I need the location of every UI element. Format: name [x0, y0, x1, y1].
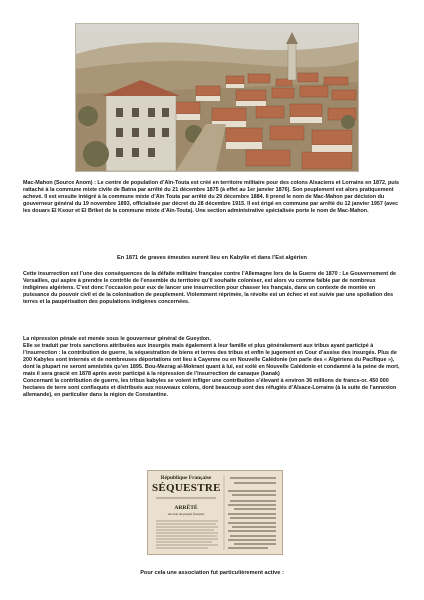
repression-line-3: Concernant la contribution de guerre, les tribus kabyles se voient infliger une contribution s’élevant à environ 36 millions de francs-or. 450 000 hectares de terre sont confisqués et distribués aux nouveaux colons, dont beaucoup sont des réfugiés d’Alsace-Lorraine (à la suite de l’annexion allemande), en particulier dans la région de Constantine.	[23, 378, 397, 399]
town-photo-image	[76, 24, 358, 171]
document-subtitle: Au nom du peuple français	[167, 512, 205, 516]
section-heading-1871: En 1871 de graves émeutes eurent lieu en Kabylie et dans l’Est algérien	[117, 255, 307, 261]
repression-line-2: Elle se traduit par trois sanctions attribuées aux insurgés mais également à leur famille et plus généralement aux tribus ayant participé à l’insurrection : la contribution de guerre, la séquestration de biens et terres des tribus et enfin le jugement en Cour d’assise des insurgés. Plus de 200 Kabyles sont internés et de nombreuses déportations ont lieu à Cayenne ou en Nouvelle Calédonie (on parle des « Algériens du Pacifique »), dont la plupart ne seront amnistiés qu’en 1895. Bou-Mezrag al-Mokrani quant à lui, est exilé en Nouvelle Calédonie et condamné à la peine de mort, mais il sera gracié en 1878 après avoir participé à la répression de l’insurrection de canaque (kanak)	[23, 343, 400, 378]
document-title: SÉQUESTRE	[152, 482, 221, 494]
repression-line-1: La répression pénale est menée sous le gouverneur général de Gueydon.	[23, 336, 211, 342]
association-heading: Pour cela une association fut particulièrement active :	[140, 570, 284, 576]
insurrection-paragraph: Cette insurrection est l’une des conséquences de la défaite militaire française contre l’Allemagne lors de la Guerre de 1870 : Le Gouvernement de Versailles, qui aspire à prendre le contrôle de l’ensemble du territoire qu’il souhaite coloniser, est alors vu comme faible par de nombreux indigènes algériens. C’est donc l’occasion pour eux de lancer une insurrection pour chasser les français, dans un contexte de montée en puissance du pouvoir civil et de la colonisation de peuplement. Violemment réprimée, la révolte est un échec et est suivie par une spoliation des terres et la paupérisation des populations indigènes concernées.	[23, 271, 396, 306]
town-photo	[75, 23, 359, 172]
repression-paragraph	[23, 336, 401, 399]
document-arrete-label: ARRÊTÉ	[174, 505, 198, 511]
intro-paragraph: Mac-Mahon (Source Anom) : Le centre de population d’Aïn-Touta est créé en territoire militaire pour des colons Alsaciens et Lorrains en 1872, puis rattaché à la commune mixte civile de Batna par arrêté du 21 décembre 1875 (à effet au 1er janvier 1876). Son peuplement est alors pratiquement achevé. Il est ensuite intégré à la commune mixte d’Aïn Touta par arrêté du 29 décembre 1884. Il prend le nom de Mac-Mahon par décision du gouverneur général du 19 novembre 1893, officialisée par décret du 28 décembre 1915. Il est érigé en commune par arrêté du 12 janvier 1957 (avec les douars El Ksour et El Briket de la commune mixte d’Aïn-Touta). Une section administrative spécialisée porte le nom de Mac-Mahon.	[23, 180, 400, 215]
document-republic-header: République Française	[160, 475, 212, 481]
sequestre-document-image	[147, 470, 283, 555]
